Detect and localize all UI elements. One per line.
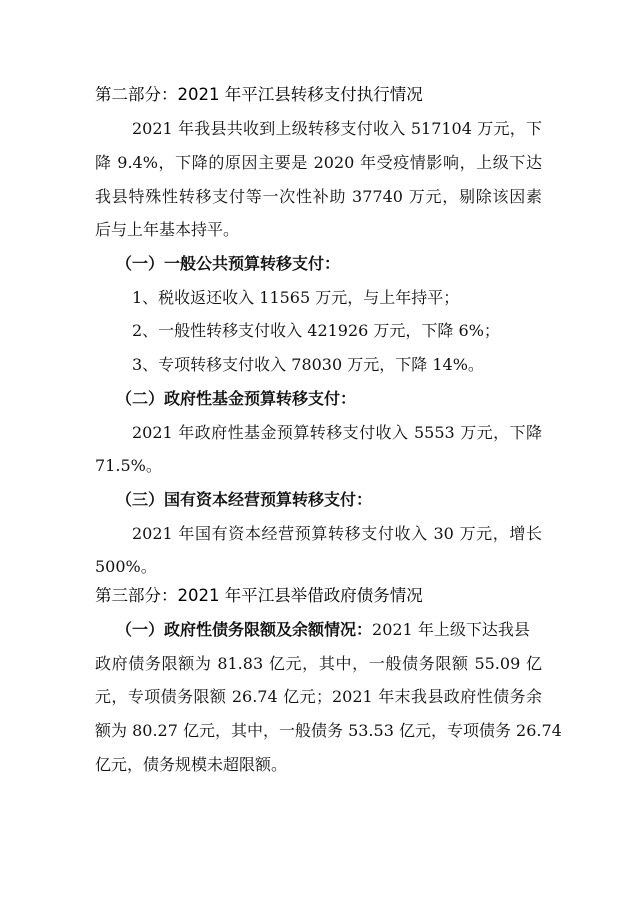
paragraph-line: 政府债务限额为 81.83 亿元，其中，一般债务限额 55.09 亿 [95, 654, 542, 673]
paragraph-line: 降 9.4%，下降的原因主要是 2020 年受疫情影响，上级下达 [95, 153, 542, 172]
paragraph-line: 我县特殊性转移支付等一次性补助 37740 万元，剔除该因素 [95, 187, 542, 206]
paragraph-line: 2021 年政府性基金预算转移支付收入 5553 万元，下降 [132, 423, 542, 442]
paragraph-line: 71.5%。 [95, 456, 162, 475]
paragraph-line: 额为 80.27 亿元，其中，一般债务 53.53 亿元，专项债务 26.74 [95, 721, 562, 740]
list-item: 1、税收返还收入 11565 万元，与上年持平； [132, 288, 460, 307]
debt-para-start: 2021 年上级下达我县 [372, 620, 530, 639]
paragraph-line: 元，专项债务限额 26.74 亿元；2021 年末我县政府性债务余 [95, 687, 542, 706]
paragraph-line: 2021 年国有资本经营预算转移支付收入 30 万元，增长 [132, 524, 542, 543]
paragraph-line [116, 619, 530, 641]
paragraph-line: 500%。 [95, 557, 157, 576]
paragraph-line: 后与上年基本持平。 [95, 220, 240, 239]
paragraph-line: 亿元，债务规模未超限额。 [95, 755, 288, 774]
subheading-general-budget: （一）一般公共预算转移支付： [116, 254, 341, 273]
list-item: 3、专项转移支付收入 78030 万元，下降 14%。 [132, 355, 484, 374]
subheading-debt: （一）政府性债务限额及余额情况： [116, 620, 373, 639]
paragraph-line: 2021 年我县共收到上级转移支付收入 517104 万元，下 [132, 119, 542, 138]
subheading-fund-budget: （二）政府性基金预算转移支付： [116, 389, 357, 408]
heading-part-2: 第二部分：2021 年平江县转移支付执行情况 [95, 85, 423, 104]
list-item: 2、一般性转移支付收入 421926 万元，下降 6%； [132, 321, 500, 340]
subheading-state-capital: （三）国有资本经营预算转移支付： [116, 490, 373, 509]
heading-part-3: 第三部分：2021 年平江县举借政府债务情况 [95, 586, 423, 605]
